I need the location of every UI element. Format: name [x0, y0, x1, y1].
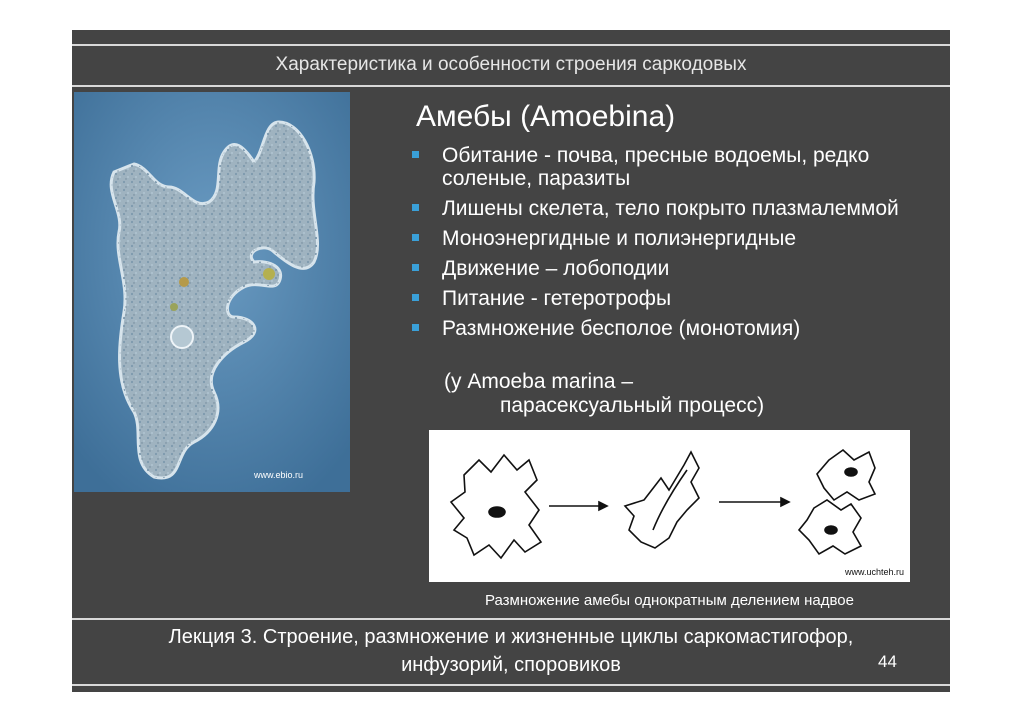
slide — [72, 30, 950, 692]
slide-heading: Амебы (Amoebina) — [416, 100, 676, 133]
bullet-text: Обитание - почва, пресные водоемы, редко соленые, паразиты — [442, 144, 870, 190]
footer-lecture-title-continued: инфузорий, споровиков — [401, 654, 621, 676]
square-bullet-icon — [412, 151, 419, 158]
bullet-text: Питание - гетеротрофы — [442, 287, 672, 310]
footer-lecture-title: Лекция 3. Строение, размножение и жизненные циклы саркомастигофор, — [168, 626, 854, 648]
square-bullet-icon — [412, 294, 419, 301]
bullet-text: Моноэнергидные и полиэнергидные — [442, 227, 797, 250]
bullet-text: Лишены скелета, тело покрыто плазмалеммой — [442, 197, 899, 220]
amoeba-photo — [74, 92, 350, 492]
header-divider — [72, 85, 950, 87]
square-bullet-icon — [412, 204, 419, 211]
division-figure — [429, 430, 910, 582]
page-number: 44 — [878, 652, 897, 671]
note-line-1: (у Amoeba marina – — [444, 370, 634, 393]
bullet-item — [410, 227, 930, 250]
division-diagram — [429, 430, 910, 582]
footer-divider — [72, 618, 950, 620]
note-line-2: парасексуальный процесс) — [500, 394, 765, 417]
figure-caption: Размножение амебы однократным делением надвое — [484, 592, 854, 609]
bottom-divider — [72, 684, 950, 686]
photo-credit: www.ebio.ru — [254, 470, 304, 480]
figure-credit: www.uchteh.ru — [844, 567, 904, 577]
top-divider — [72, 44, 950, 46]
bullet-item — [410, 257, 930, 280]
bullet-item — [410, 287, 930, 310]
square-bullet-icon — [412, 264, 419, 271]
bullet-text: Размножение бесполое (монотомия) — [442, 317, 801, 340]
bullet-text: Движение – лобоподии — [442, 257, 670, 280]
square-bullet-icon — [412, 234, 419, 241]
bullet-list — [410, 144, 930, 347]
square-bullet-icon — [412, 324, 419, 331]
amoeba-illustration — [74, 92, 350, 492]
bullet-item — [410, 197, 930, 220]
bullet-item — [410, 317, 930, 340]
bullet-item — [410, 144, 930, 190]
header-title: Характеристика и особенности строения саркодовых — [275, 54, 747, 75]
